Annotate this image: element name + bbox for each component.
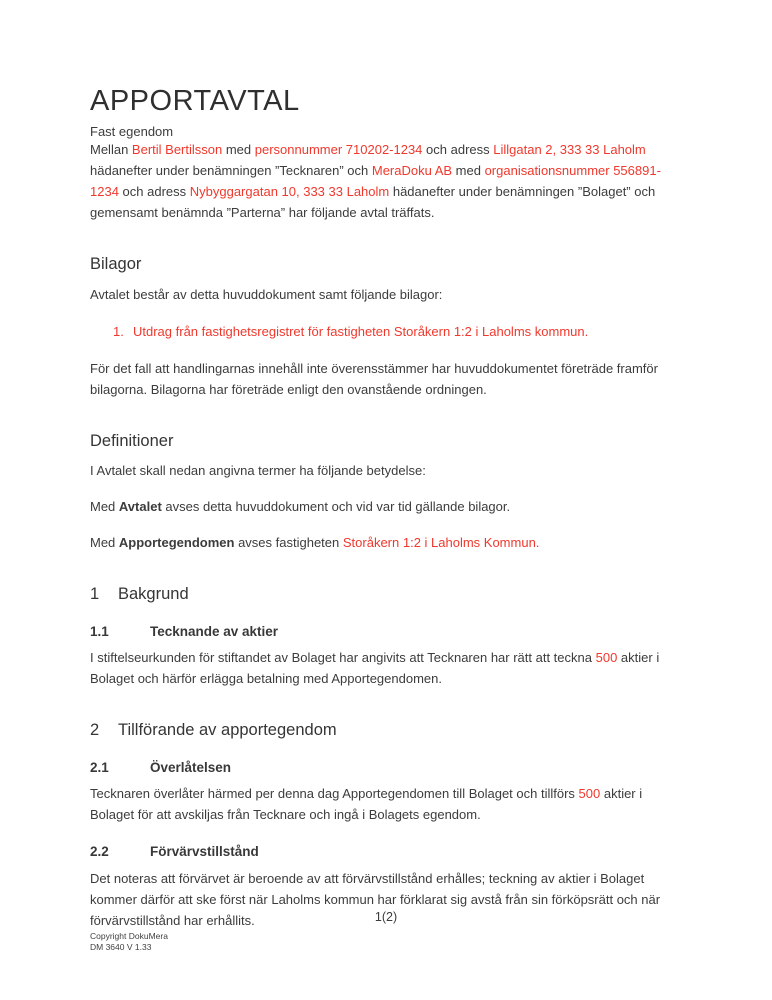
page-number: 1(2) — [374, 910, 398, 924]
heading-bakgrund-text: Bakgrund — [118, 585, 189, 604]
heading-tillforande-number: 2 — [90, 721, 100, 740]
document-title: APPORTAVTAL — [90, 85, 300, 117]
bilagor-paragraph: Avtalet består av detta huvuddokument samt följande bilagor: — [90, 286, 443, 302]
attachment-item-text: Utdrag från fastighetsregistret för fastigheten Storåkern 1:2 i Laholms kommun. — [133, 323, 589, 339]
definition-avtalet: Med Avtalet avses detta huvuddokument och vid var tid gällande bilagor. — [90, 499, 511, 515]
subheading-tecknande — [90, 624, 685, 640]
heading-tillforande-text: Tillförande av apportegendom — [118, 721, 337, 740]
attachment-item-number: 1. — [113, 323, 124, 339]
definitioner-intro-paragraph: I Avtalet skall nedan angivna termer ha följande betydelse: — [90, 463, 426, 479]
copyright-line: Copyright DokuMera — [90, 931, 168, 941]
definition-apportegendomen: Med Apportegendomen avses fastigheten Storåkern 1:2 i Laholms Kommun. — [90, 535, 540, 551]
document-content — [90, 0, 685, 946]
bilagor-precedence-paragraph: För det fall att handlingarnas innehåll inte överensstämmer har huvuddokumentet företräde framför bilagorna. Bilagorna har företräde enligt den ovanstående ordningen. — [90, 360, 658, 397]
subheading-tecknande-number: 1.1 — [90, 624, 109, 640]
attachment-list — [90, 321, 685, 342]
subheading-overlatelsen — [90, 760, 685, 776]
document-version-line: DM 3640 V 1.33 — [90, 942, 152, 952]
heading-bakgrund-number: 1 — [90, 585, 100, 604]
overlatelsen-paragraph: Tecknaren överlåter härmed per denna dag Apportegendomen till Bolaget och tillförs 500 aktier i Bolaget för att avskiljas från Tecknare och ingå i Bolagets egendom. — [90, 786, 643, 823]
intro-paragraph: Mellan Bertil Bertilsson med personnummer 710202-1234 och adress Lillgatan 2, 333 33 Laholm hädanefter under benämningen ”Tecknaren” och MeraDoku AB med organisationsnummer 556891-1234 och adress Nybyggargatan 10, 333 33 Laholm hädanefter under benämningen ”Bolaget” och gemensamt benämnda ”Parterna” har följande avtal träffats. — [90, 141, 661, 220]
heading-tillforande — [90, 721, 685, 741]
bakgrund-paragraph: I stiftelseurkunden för stiftandet av Bolaget har angivits att Tecknaren har rätt att teckna 500 aktier i Bolaget och härför erlägga betalning med Apportegendomen. — [90, 650, 660, 687]
subheading-tecknande-text: Tecknande av aktier — [150, 624, 279, 640]
forvarvstillstand-paragraph: Det noteras att förvärvet är beroende av att förvärvstillstånd erhålles; teckning av aktier i Bolaget kommer därför att ske först när Laholms kommun har förklarat sig avstå från sin förköpsrätt och när förvärvstillstånd har erhållits. — [90, 870, 661, 928]
subheading-forvarvstillstand — [90, 844, 685, 860]
attachment-item — [113, 321, 685, 342]
subheading-overlatelsen-text: Överlåtelsen — [150, 760, 232, 776]
subheading-forvarvstillstand-text: Förvärvstillstånd — [150, 844, 259, 860]
heading-bakgrund — [90, 585, 685, 605]
copyright-block — [90, 931, 168, 953]
heading-definitioner: Definitioner — [90, 431, 174, 450]
heading-bilagor: Bilagor — [90, 254, 142, 273]
subheading-overlatelsen-number: 2.1 — [90, 760, 109, 776]
subheading-forvarvstillstand-number: 2.2 — [90, 844, 109, 860]
document-subtitle: Fast egendom — [90, 123, 174, 139]
